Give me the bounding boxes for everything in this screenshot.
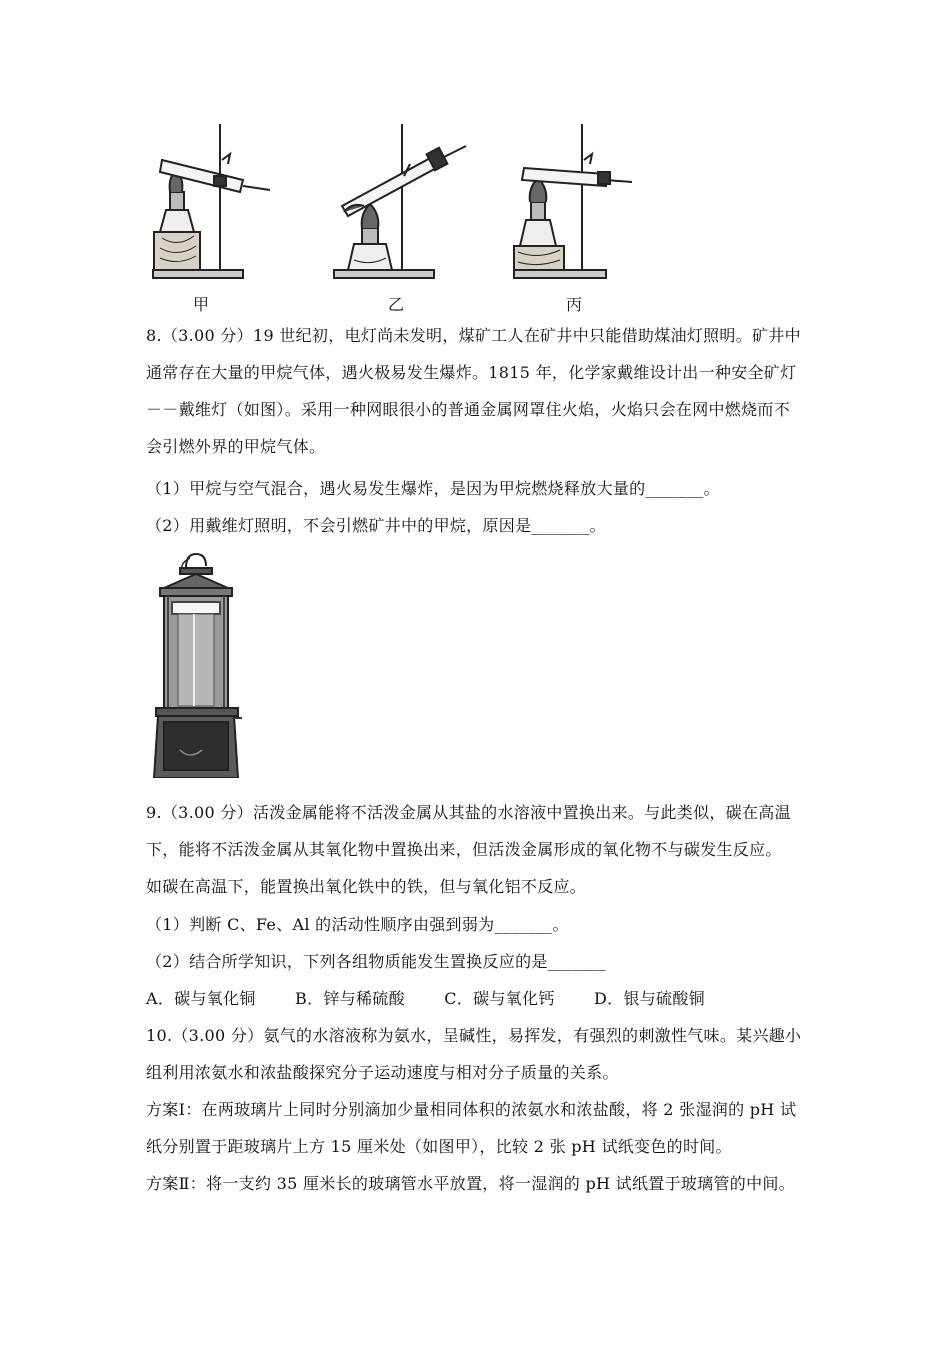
- q9-sub-question-1: （1）判断 C、Fe、Al 的活动性顺序由强到弱为_______。: [146, 915, 569, 934]
- q8-line-3: －－戴维灯（如图）。采用一种网眼很小的普通金属网罩住火焰，火焰只会在网中燃烧而不: [146, 400, 791, 419]
- apparatus-figure-bing: [508, 120, 638, 285]
- q9-options: [146, 986, 739, 1009]
- davy-lamp-figure: [150, 550, 242, 778]
- q8-line-1: 8.（3.00 分）19 世纪初，电灯尚未发明，煤矿工人在矿井中只能借助煤油灯照明。矿井中: [146, 326, 801, 345]
- q10-line-4: 纸分别置于距玻璃片上方 15 厘米处（如图甲），比较 2 张 pH 试纸变色的时间。: [146, 1137, 732, 1156]
- q9-option-d: D．银与硫酸铜: [594, 989, 705, 1008]
- q8-sub-question-2: （2）用戴维灯照明，不会引燃矿井中的甲烷，原因是_______。: [146, 516, 606, 535]
- q9-line-1: 9.（3.00 分）活泼金属能将不活泼金属从其盐的水溶液中置换出来。与此类似，碳在高温: [146, 803, 791, 822]
- q9-line-3: 如碳在高温下，能置换出氧化铁中的铁，但与氧化铝不反应。: [146, 877, 587, 896]
- q9-option-b: B．锌与稀硫酸: [295, 989, 405, 1008]
- q8-line-4: 会引燃外界的甲烷气体。: [146, 437, 326, 456]
- figure-caption-yi: 乙: [388, 295, 405, 314]
- figure-caption-jia: 甲: [193, 295, 210, 314]
- q10-line-2: 组利用浓氨水和浓盐酸探究分子运动速度与相对分子质量的关系。: [146, 1063, 619, 1082]
- apparatus-figure-jia: [148, 120, 278, 285]
- q8-sub-question-1: （1）甲烷与空气混合，遇火易发生爆炸，是因为甲烷燃烧释放大量的_______。: [146, 479, 720, 498]
- q9-sub-question-2: （2）结合所学知识，下列各组物质能发生置换反应的是_______: [146, 952, 606, 971]
- q8-line-2: 通常存在大量的甲烷气体，遇火极易发生爆炸。1815 年，化学家戴维设计出一种安全矿灯: [146, 363, 797, 382]
- apparatus-figure-yi: [322, 120, 472, 285]
- q10-line-1: 10.（3.00 分）氨气的水溶液称为氨水，呈碱性，易挥发，有强烈的刺激性气味。某兴趣小: [146, 1026, 802, 1045]
- figure-caption-bing: 丙: [566, 295, 583, 314]
- q9-option-a: A．碳与氧化铜: [146, 989, 256, 1008]
- q9-option-c: C．碳与氧化钙: [444, 989, 555, 1008]
- q10-line-5: 方案Ⅱ：将一支约 35 厘米长的玻璃管水平放置，将一湿润的 pH 试纸置于玻璃管的中间。: [146, 1174, 795, 1193]
- q10-line-3: 方案Ⅰ：在两玻璃片上同时分别滴加少量相同体积的浓氨水和浓盐酸，将 2 张湿润的 pH 试: [146, 1100, 797, 1119]
- q9-line-2: 下，能将不活泼金属从其氧化物中置换出来，但活泼金属形成的氧化物不与碳发生反应。: [146, 840, 782, 859]
